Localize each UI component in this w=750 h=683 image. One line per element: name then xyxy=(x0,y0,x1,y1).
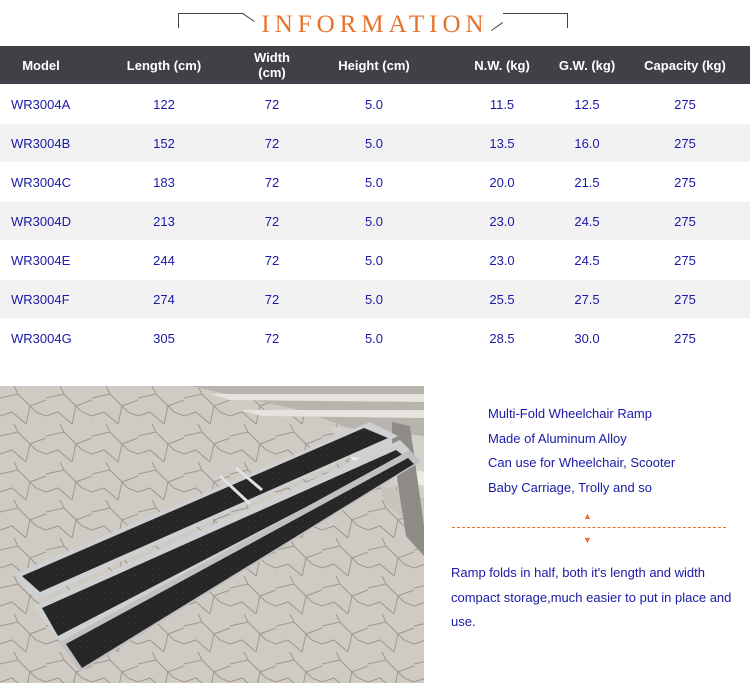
cell-height: 5.0 xyxy=(298,124,450,163)
cell-height: 5.0 xyxy=(298,241,450,280)
cell-model: WR3004D xyxy=(0,202,82,241)
cell-model: WR3004F xyxy=(0,280,82,319)
feature-item: Made of Aluminum Alloy xyxy=(488,430,627,446)
table-row xyxy=(0,163,750,202)
cell-nw: 11.5 xyxy=(450,85,554,124)
cell-gw: 24.5 xyxy=(554,202,620,241)
feature-item: Baby Carriage, Trolly and so xyxy=(488,479,653,495)
cell-nw: 25.5 xyxy=(450,280,554,319)
cell-length: 183 xyxy=(82,163,246,202)
cell-capacity: 275 xyxy=(620,124,750,163)
dashed-divider-line xyxy=(452,527,726,528)
cell-gw: 12.5 xyxy=(554,85,620,124)
column-header-nw: N.W. (kg) xyxy=(450,46,554,85)
feature-item: Multi-Fold Wheelchair Ramp xyxy=(488,406,652,421)
cell-height: 5.0 xyxy=(298,85,450,124)
feature-list xyxy=(488,402,675,500)
cell-nw: 23.0 xyxy=(450,241,554,280)
column-header-gw: G.W. (kg) xyxy=(554,46,620,85)
table-row xyxy=(0,124,750,163)
cell-nw: 23.0 xyxy=(450,202,554,241)
cell-model: WR3004G xyxy=(0,319,82,358)
cell-width: 72 xyxy=(246,85,298,124)
cell-capacity: 275 xyxy=(620,280,750,319)
arrow-down-icon: ▼ xyxy=(583,535,592,545)
cell-nw: 20.0 xyxy=(450,163,554,202)
ramp-description: Ramp folds in half, both it's length and width compact storage,much easier to put in place and use. xyxy=(451,565,732,629)
cell-length: 213 xyxy=(82,202,246,241)
table-row xyxy=(0,241,750,280)
cell-model: WR3004E xyxy=(0,241,82,280)
cell-model: WR3004B xyxy=(0,124,82,163)
cell-height: 5.0 xyxy=(298,280,450,319)
cell-length: 274 xyxy=(82,280,246,319)
information-banner xyxy=(0,0,750,46)
column-header-height: Height (cm) xyxy=(298,46,450,85)
cell-gw: 21.5 xyxy=(554,163,620,202)
cell-capacity: 275 xyxy=(620,85,750,124)
cell-capacity: 275 xyxy=(620,163,750,202)
spec-table-header xyxy=(0,46,750,85)
table-row xyxy=(0,280,750,319)
cell-gw: 30.0 xyxy=(554,319,620,358)
cell-length: 244 xyxy=(82,241,246,280)
ramp-photo xyxy=(0,386,424,683)
column-header-width: Width (cm) xyxy=(246,46,298,85)
spec-table xyxy=(0,46,750,357)
cell-capacity: 275 xyxy=(620,241,750,280)
cell-model: WR3004A xyxy=(0,85,82,124)
cell-width: 72 xyxy=(246,202,298,241)
cell-height: 5.0 xyxy=(298,202,450,241)
cell-capacity: 275 xyxy=(620,202,750,241)
cell-width: 72 xyxy=(246,124,298,163)
cell-width: 72 xyxy=(246,319,298,358)
section-divider xyxy=(452,511,726,545)
column-header-length: Length (cm) xyxy=(82,46,246,85)
cell-width: 72 xyxy=(246,280,298,319)
cell-gw: 24.5 xyxy=(554,241,620,280)
arrow-up-icon: ▲ xyxy=(583,511,592,521)
cell-width: 72 xyxy=(246,163,298,202)
cell-model: WR3004C xyxy=(0,163,82,202)
column-header-capacity: Capacity (kg) xyxy=(620,46,750,85)
cell-height: 5.0 xyxy=(298,163,450,202)
feature-item: Can use for Wheelchair, Scooter xyxy=(488,455,676,470)
cell-length: 122 xyxy=(82,85,246,124)
cell-gw: 16.0 xyxy=(554,124,620,163)
folding-ramp-image xyxy=(0,386,424,683)
cell-width: 72 xyxy=(246,241,298,280)
page-title: INFORMATION xyxy=(261,11,489,38)
table-row xyxy=(0,319,750,358)
column-header-model: Model xyxy=(0,46,82,85)
cell-nw: 13.5 xyxy=(450,124,554,163)
cell-height: 5.0 xyxy=(298,319,450,358)
cell-length: 152 xyxy=(82,124,246,163)
cell-nw: 28.5 xyxy=(450,319,554,358)
cell-gw: 27.5 xyxy=(554,280,620,319)
cell-capacity: 275 xyxy=(620,319,750,358)
cell-length: 305 xyxy=(82,319,246,358)
table-row xyxy=(0,202,750,241)
banner-ornament-right xyxy=(503,13,568,28)
table-row xyxy=(0,85,750,124)
